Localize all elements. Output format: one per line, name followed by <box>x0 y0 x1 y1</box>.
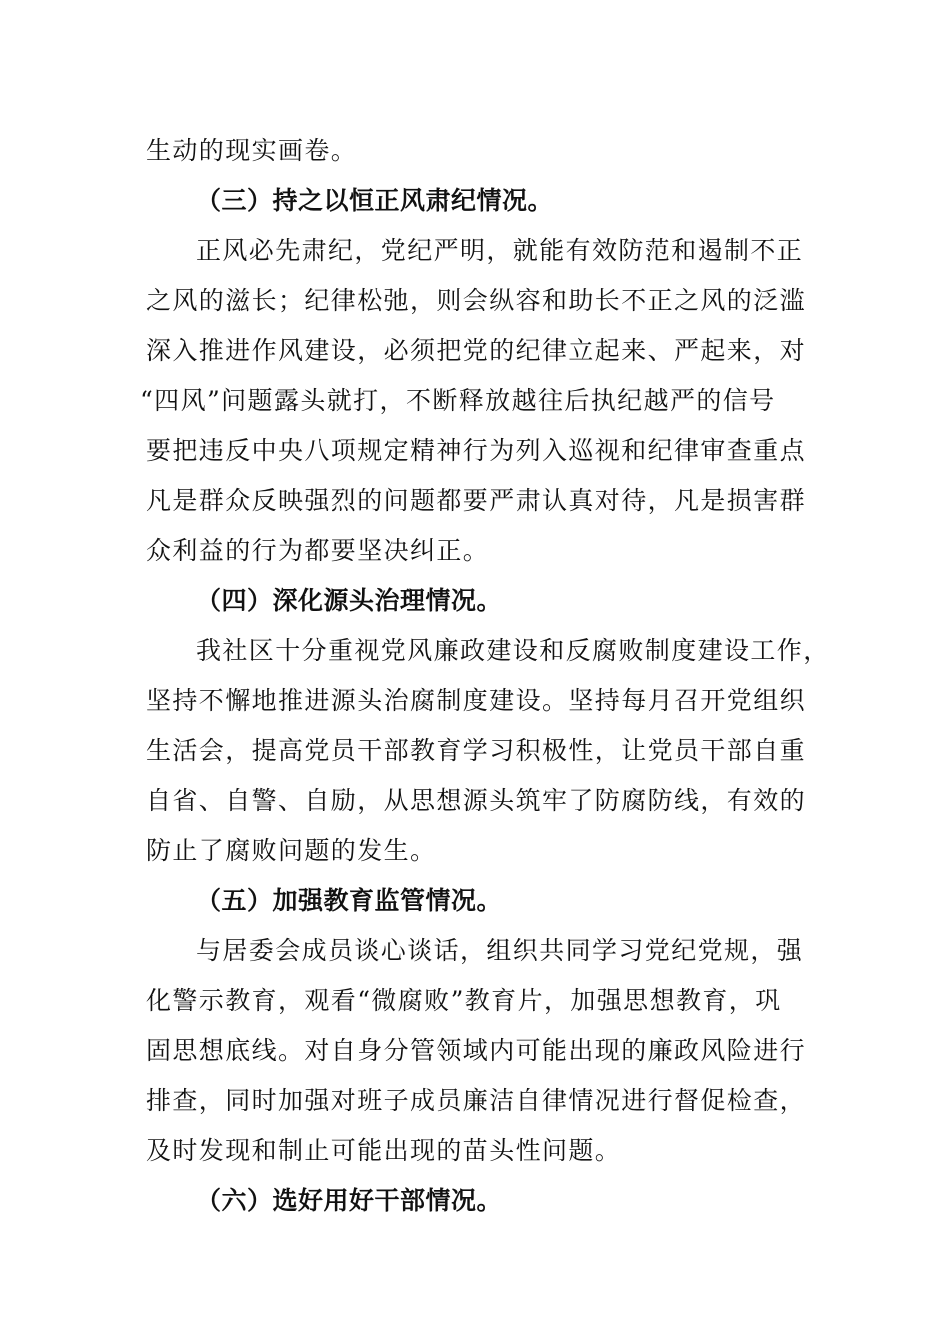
section-heading-6: （六）选好用好干部情况。 <box>196 1186 503 1215</box>
paragraph-line: “四风”问题露头就打，不断释放越往后执纪越严的信号 <box>140 386 776 415</box>
paragraph-line: 生动的现实画卷。 <box>146 136 358 165</box>
paragraph-line: 正风必先肃纪，党纪严明，就能有效防范和遏制不正 <box>196 236 804 265</box>
paragraph-line: 众利益的行为都要坚决纠正。 <box>146 536 490 565</box>
section-heading-5: （五）加强教育监管情况。 <box>196 886 503 915</box>
paragraph-line: 排查，同时加强对班子成员廉洁自律情况进行督促检查， <box>146 1086 807 1115</box>
paragraph-line: 固思想底线。对自身分管领域内可能出现的廉政风险进行 <box>146 1036 807 1065</box>
paragraph-line: 与居委会成员谈心谈话，组织共同学习党纪党规，强 <box>196 936 804 965</box>
section-heading-4: （四）深化源头治理情况。 <box>196 586 503 615</box>
paragraph-line: 生活会，提高党员干部教育学习积极性，让党员干部自重 <box>146 736 807 765</box>
paragraph-line: 要把违反中央八项规定精神行为列入巡视和纪律审查重点 <box>146 436 807 465</box>
section-heading-3: （三）持之以恒正风肃纪情况。 <box>196 186 554 215</box>
paragraph-line: 之风的滋长；纪律松弛，则会纵容和助长不正之风的泛滥 <box>146 286 807 315</box>
paragraph-line: 及时发现和制止可能出现的苗头性问题。 <box>146 1136 622 1165</box>
paragraph-line: 深入推进作风建设，必须把党的纪律立起来、严起来，对 <box>146 336 807 365</box>
paragraph-line: 防止了腐败问题的发生。 <box>146 836 437 865</box>
paragraph-line: 化警示教育，观看“微腐败”教育片，加强思想教育，巩 <box>146 986 782 1015</box>
paragraph-line: 凡是群众反映强烈的问题都要严肃认真对待，凡是损害群 <box>146 486 807 515</box>
paragraph-line: 坚持不懈地推进源头治腐制度建设。坚持每月召开党组织 <box>146 686 807 715</box>
paragraph-line: 自省、自警、自励，从思想源头筑牢了防腐防线，有效的 <box>146 786 807 815</box>
paragraph-line: 我社区十分重视党风廉政建设和反腐败制度建设工作， <box>196 636 830 665</box>
